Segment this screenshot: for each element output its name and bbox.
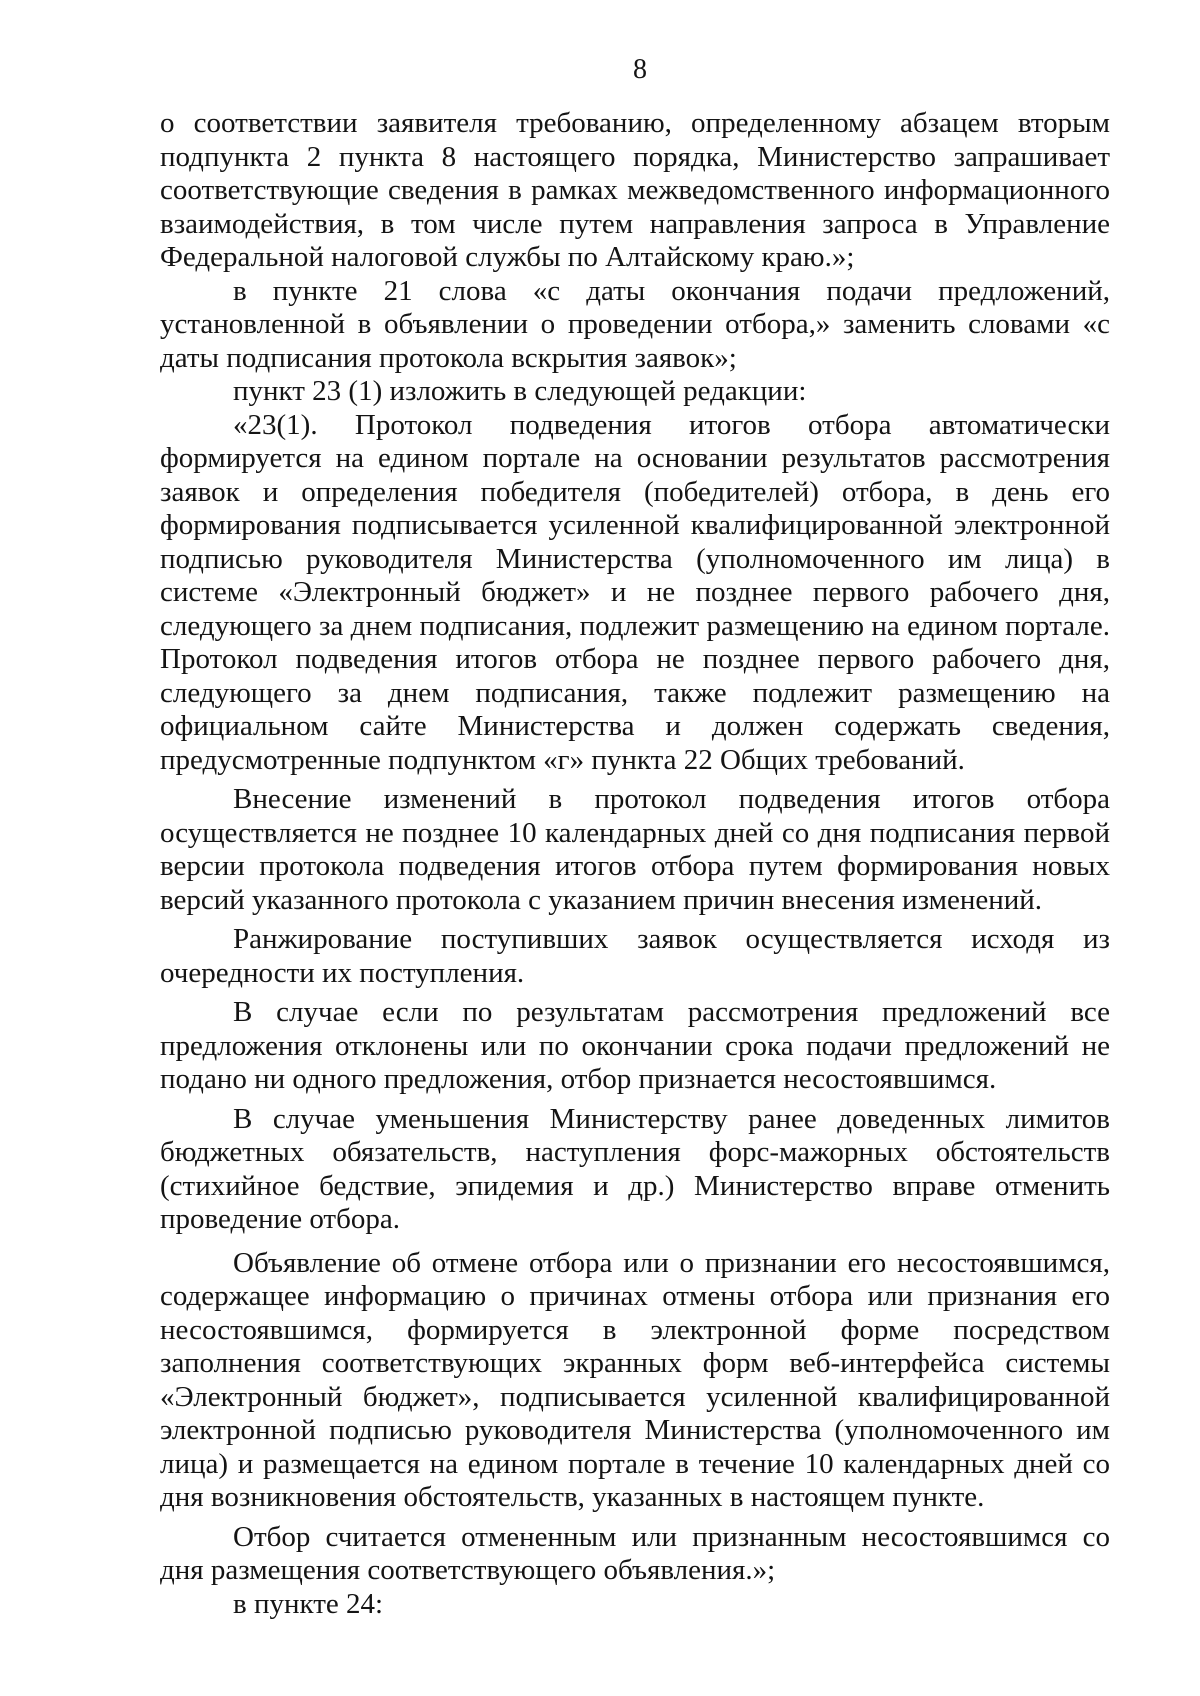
paragraph-6: Ранжирование поступивших заявок осуществляется исходя из очередности их поступления. (160, 923, 1110, 989)
document-body (160, 107, 1110, 1621)
page-number: 8 (633, 54, 647, 85)
paragraph-5: Внесение изменений в протокол подведения итогов отбора осуществляется не позднее 10 календарных дней со дня подписания первой версии протокола подведения итогов отбора путем формирования новых версий указанного протокола с указанием причин внесения изменений. (160, 783, 1110, 916)
paragraph-8: В случае уменьшения Министерству ранее доведенных лимитов бюджетных обязательств, наступления форс-мажорных обстоятельств (стихийное бедствие, эпидемия и др.) Министерство вправе отменить проведение отбора. (160, 1102, 1110, 1235)
paragraph-7: В случае если по результатам рассмотрения предложений все предложения отклонены или по окончании срока подачи предложений не подано ни одного предложения, отбор признается несостоявшимся. (160, 996, 1110, 1095)
paragraph-4: «23(1). Протокол подведения итогов отбора автоматически формируется на едином портале на основании результатов рассмотрения заявок и определения победителя (победителей) отбора, в день его формирования подписывается усиленной квалифицированной электронной подписью руководителя Министерства (уполномоченного им лица) в системе «Электронный бюджет» и не позднее первого рабочего дня, следующего за днем подписания, подлежит размещению на едином портале. Протокол подведения итогов отбора не позднее первого рабочего дня, следующего за днем подписания, также подлежит размещению на официальном сайте Министерства и должен содержать сведения, предусмотренные подпунктом «г» пункта 22 Общих требований. (160, 408, 1110, 776)
paragraph-2: в пункте 21 слова «с даты окончания подачи предложений, установленной в объявлении о проведении отбора,» заменить словами «с даты подписания протокола вскрытия заявок»; (160, 274, 1110, 374)
paragraph-9: Объявление об отмене отбора или о признании его несостоявшимся, содержащее информацию о причинах отмены отбора или признания его несостоявшимся, формируется в электронной форме посредством заполнения соответствующих экранных форм веб-интерфейса системы «Электронный бюджет», подписывается усиленной квалифицированной электронной подписью руководителя Министерства (уполномоченного им лица) и размещается на едином портале в течение 10 календарных дней со дня возникновения обстоятельств, указанных в настоящем пункте. (160, 1246, 1110, 1513)
paragraph-10: Отбор считается отмененным или признанным несостоявшимся со дня размещения соответствующего объявления.»; (160, 1520, 1110, 1586)
paragraph-11: в пункте 24: (233, 1587, 384, 1620)
paragraph-3: пункт 23 (1) изложить в следующей редакции: (233, 375, 807, 407)
paragraph-1: о соответствии заявителя требованию, определенному абзацем вторым подпункта 2 пункта 8 настоящего порядка, Министерство запрашивает соответствующие сведения в рамках межведомственного информационного взаимодействия, в том числе путем направления запроса в Управление Федеральной налоговой службы по Алтайскому краю.»; (160, 107, 1110, 273)
